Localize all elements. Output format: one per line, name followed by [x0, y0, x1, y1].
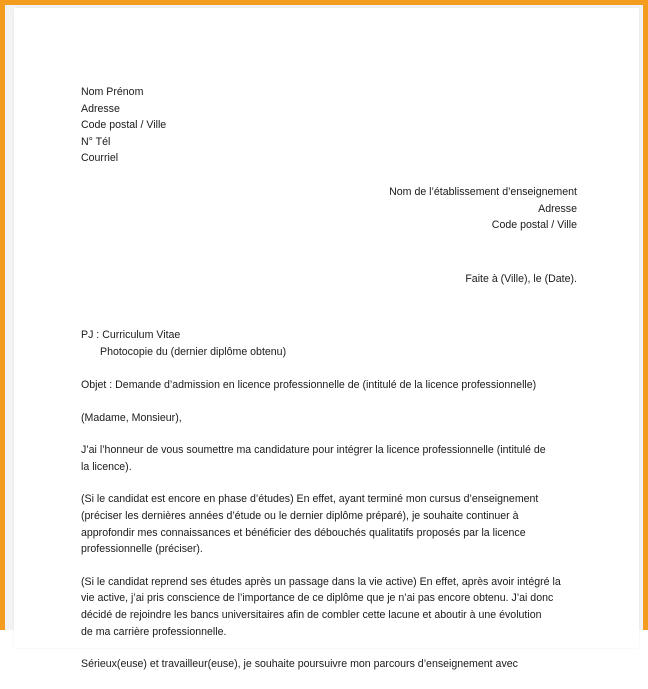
letter-body — [81, 377, 571, 689]
paragraph-line: la licence). — [81, 460, 132, 473]
paragraph-line: (préciser les dernières années d’étude ou le dernier diplôme préparé), je souhaite continuer à — [81, 509, 519, 522]
paragraph-line: vie active, j’ai pris conscience de l’importance de ce diplôme que je n’ai pas encore obtenu. J’ai donc — [81, 592, 554, 605]
sender-block — [81, 84, 166, 167]
paragraph-line: professionnelle (préciser). — [81, 543, 203, 556]
paragraph-line: Sérieux(euse) et travailleur(euse), je souhaite poursuivre mon parcours d’enseignement avec — [81, 658, 518, 671]
sender-email: Courriel — [81, 152, 119, 165]
paragraph-line: de ma carrière professionnelle. — [81, 625, 227, 638]
sender-address: Adresse — [81, 102, 120, 115]
paragraph-closing — [81, 656, 571, 673]
sender-postal-city: Code postal / Ville — [81, 119, 167, 132]
paragraph-line: approfondir mes connaissances et bénéficier des débouchés qualitatifs proposés par la licence — [81, 526, 526, 539]
paragraph-intro — [81, 442, 571, 475]
date-line: Faite à (Ville), le (Date). — [465, 273, 577, 285]
paragraph-line: (Si le candidat reprend ses études après un passage dans la vie active) En effet, après avoir intégré la — [81, 575, 561, 588]
paragraph-line: J’ai l’honneur de vous soumettre ma candidature pour intégrer la licence professionnelle (intitulé de — [81, 444, 546, 457]
recipient-address: Adresse — [538, 202, 577, 215]
attachment-cv: PJ : Curriculum Vitae — [81, 329, 181, 341]
salutation: (Madame, Monsieur), — [81, 411, 182, 424]
paragraph-student — [81, 491, 571, 557]
paragraph-line: (Si le candidat est encore en phase d’études) En effet, ayant terminé mon cursus d’enseignement — [81, 493, 539, 506]
subject-line: Objet : Demande d’admission en licence professionnelle de (intitulé de la licence professionnelle) — [81, 379, 537, 391]
paragraph-returning — [81, 574, 571, 640]
sender-phone: N° Tél — [81, 135, 111, 148]
attachment-diploma: Photocopie du (dernier diplôme obtenu) — [100, 345, 287, 358]
letter-page — [14, 8, 639, 671]
recipient-postal-city: Code postal / Ville — [491, 219, 577, 232]
recipient-name: Nom de l’établissement d’enseignement — [389, 186, 577, 198]
recipient-block — [389, 184, 577, 234]
attachments-block — [81, 327, 286, 360]
paragraph-line: décidé de rejoindre les bancs universitaires afin de combler cette lacune et aboutir à une évolution — [81, 608, 542, 621]
sender-name: Nom Prénom — [81, 86, 144, 98]
